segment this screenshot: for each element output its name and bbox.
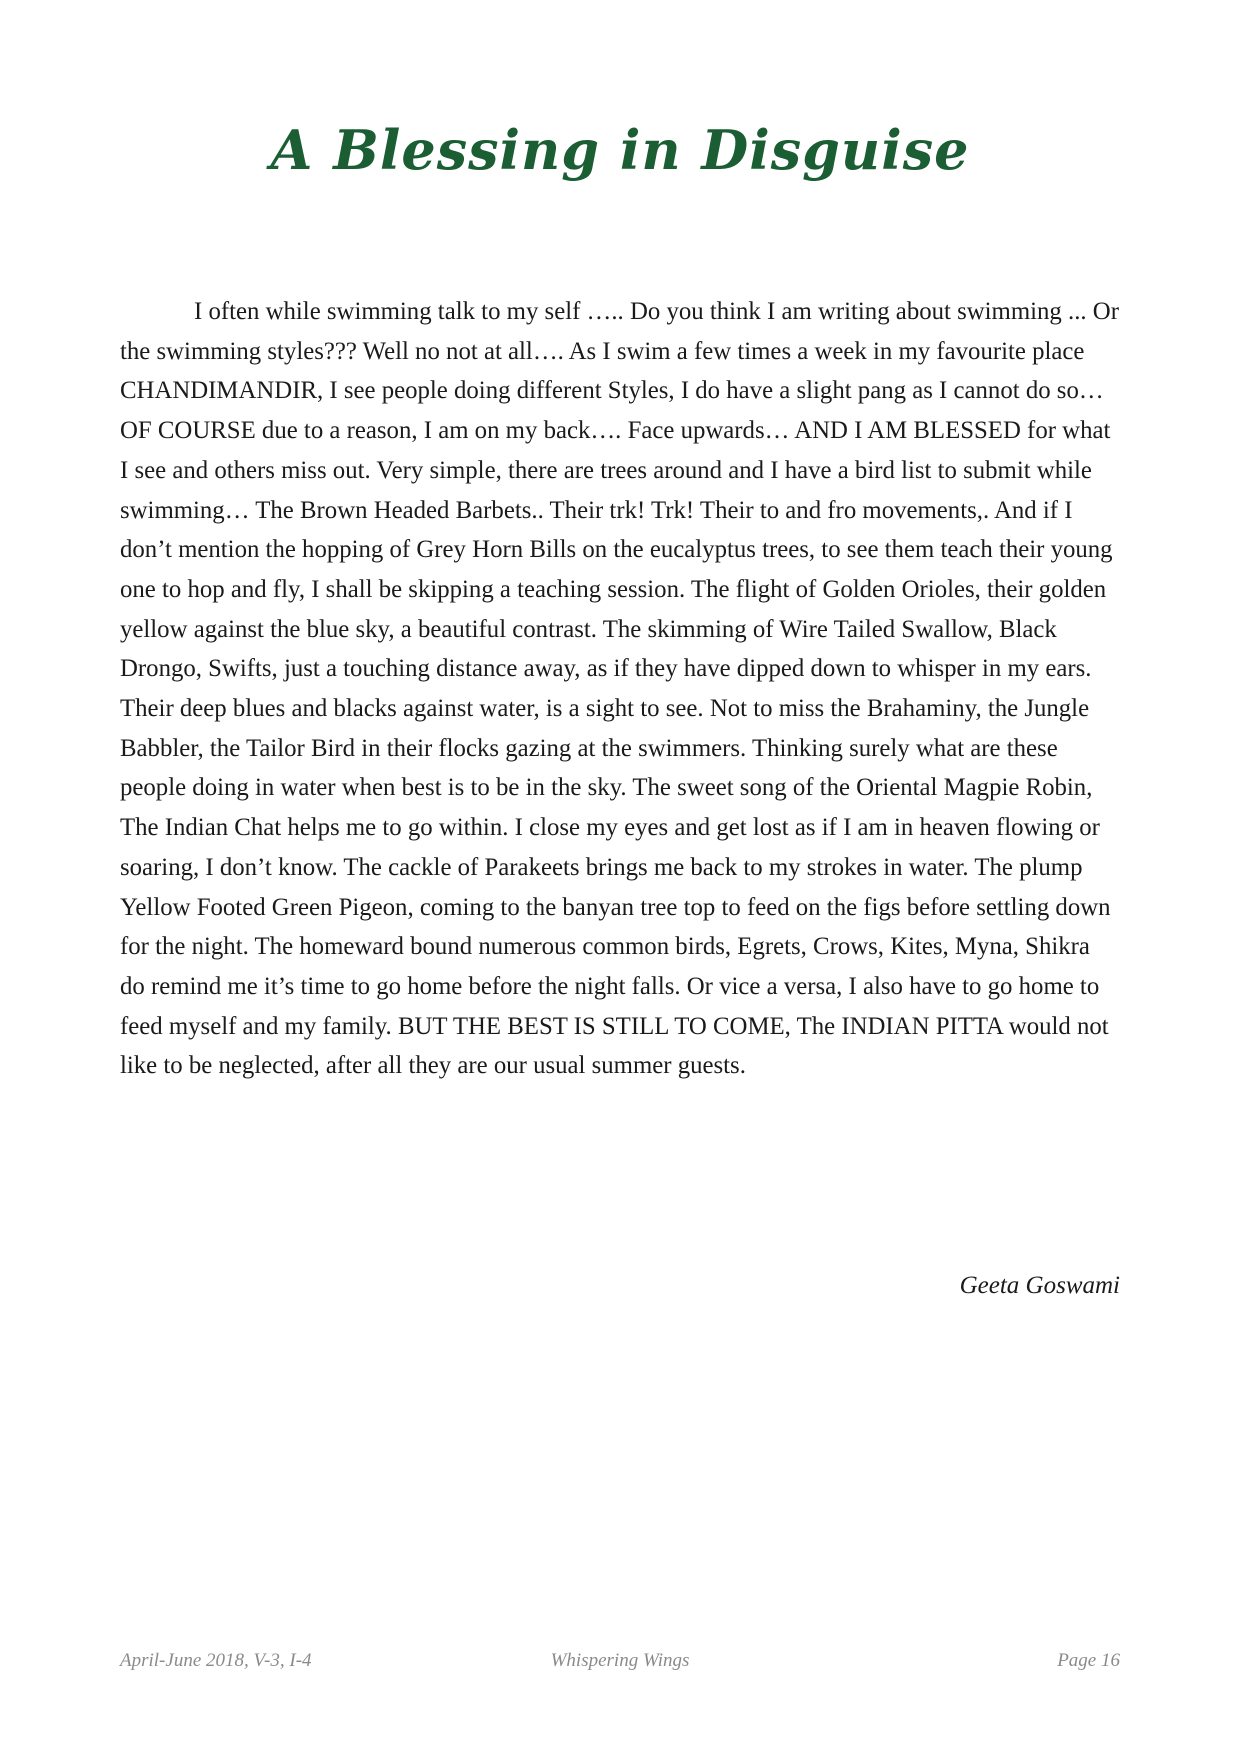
author-signature: Geeta Goswami — [959, 1272, 1120, 1299]
footer-publication: Whispering Wings — [550, 1650, 690, 1671]
article-body — [120, 292, 1120, 1086]
article-paragraph: I often while swimming talk to my self ….. Do you think I am writing about swimming ... Or the swimming styles??? Well no not at all…. As I swim a few times a week in my favourite place CHANDIMANDIR, I see people doing different Styles, I do have a slight pang as I cannot do so…OF COURSE due to a reason, I am on my back…. Face upwards… AND I AM BLESSED for what I see and others miss out. Very simple, there are trees around and I have a bird list to submit while swimming… The Brown Headed Barbets.. Their trk! Trk! Their to and fro movements,. And if I don’t mention the hopping of Grey Horn Bills on the eucalyptus trees, to see them teach their young one to hop and fly, I shall be skipping a teaching session. The flight of Golden Orioles, their golden yellow against the blue sky, a beautiful contrast. The skimming of Wire Tailed Swallow, Black Drongo, Swifts, just a touching distance away, as if they have dipped down to whisper in my ears. Their deep blues and blacks against water, is a sight to see. Not to miss the Brahaminy, the Jungle Babbler, the Tailor Bird in their flocks gazing at the swimmers. Thinking surely what are these people doing in water when best is to be in the sky. The sweet song of the Oriental Magpie Robin, The Indian Chat helps me to go within. I close my eyes and get lost as if I am in heaven flowing or soaring, I don’t know. The cackle of Parakeets brings me back to my strokes in water. The plump Yellow Footed Green Pigeon, coming to the banyan tree top to feed on the figs before settling down for the night. The homeward bound numerous common birds, Egrets, Crows, Kites, Myna, Shikra do remind me it’s time to go home before the night falls. Or vice a versa, I also have to go home to feed myself and my family. BUT THE BEST IS STILL TO COME, The INDIAN PITTA would not like to be neglected, after all they are our usual summer guests. — [120, 298, 1119, 1080]
footer-issue: April-June 2018, V-3, I-4 — [120, 1650, 312, 1671]
page-footer — [120, 1650, 1120, 1676]
article-title: A Blessing in Disguise — [270, 118, 970, 182]
footer-page-number: Page 16 — [1057, 1650, 1120, 1671]
